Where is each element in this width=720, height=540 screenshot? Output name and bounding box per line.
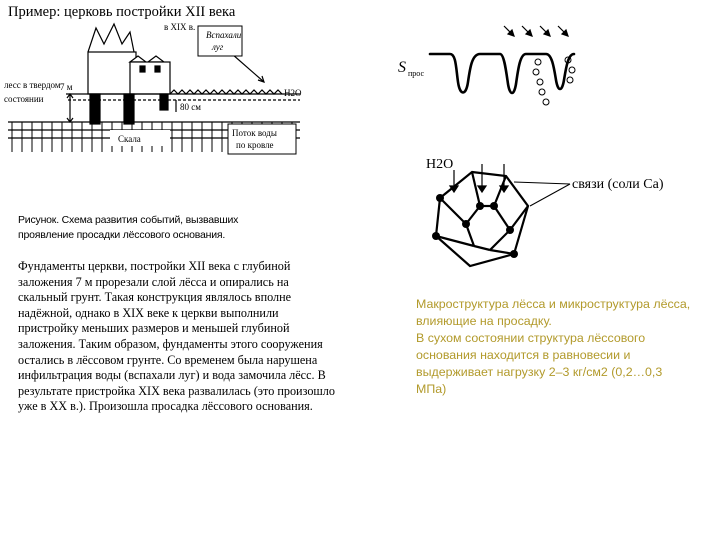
structure-description (416, 296, 694, 398)
label-water-flow-line1: Поток воды (232, 128, 277, 138)
page-title: Пример: церковь постройки XII века (8, 4, 236, 20)
annex-roof-right (148, 56, 164, 62)
ploughed-meadow (170, 90, 282, 94)
label-ploughed-line2: луг (212, 42, 224, 52)
church-subsidence-scheme (0, 18, 330, 168)
figure-caption: Рисунок. Схема развития событий, вызвавших проявление просадки лёссового основания. (18, 214, 239, 241)
annex-body (130, 62, 170, 94)
label-depth-80cm: 80 см (180, 102, 201, 112)
description-line-2: В сухом состоянии структура лёссового основания находится в равновесии и выдерживает нагрузку 2–3 кг/см2 (0,2…0,3 МПа) (416, 331, 663, 396)
label-xix-century: в XIX в. (164, 22, 196, 32)
label-rock: Скала (118, 134, 141, 144)
label-ploughed-line1: Вспахали (206, 30, 242, 40)
label-loess-line1: лесс в твердом (4, 80, 61, 90)
subsidence-symbol: S (398, 59, 406, 76)
church-spires (88, 24, 134, 52)
loess-microstructure (410, 150, 700, 280)
body-paragraph: Фундаменты церкви, постройки XII века с глубиной заложения 7 м прорезали слой лёсса и опирались на скальный грунт. Такая конструкция являлось вполне надёжной, однако в XIX веке к церкви выполнили пристройку меньших размеров и меньшей глубиной заложения. Таким образом, фундаменты этого сооружения остались в лёссовом грунте. Со временем была нарушена инфильтрация воды (вспахали луг) и вода замочила лёсс. В результате пристройка XIX века развалилась (это произошло уже в XX в.). Произошла просадка лёссового основания. (18, 259, 335, 414)
label-loess-line2: состоянии (4, 94, 44, 104)
label-water-flow-line2: по кровле (236, 140, 274, 150)
subsidence-symbol-subscript: прос (408, 69, 425, 78)
loess-macrostructure (390, 22, 590, 122)
annex-foundation (160, 94, 168, 110)
pore-profile (430, 54, 574, 93)
church-foundation (90, 94, 100, 124)
label-water-scheme: H2O (284, 88, 302, 98)
label-bonds: связи (соли Ca) (572, 177, 664, 192)
label-water-micro: H2O (426, 157, 454, 172)
description-line-1: Макроструктура лёсса и микроструктура лёсса, влияющие на просадку. (416, 297, 691, 328)
label-depth-7m: 7 м (60, 82, 73, 92)
church-body (88, 52, 136, 94)
